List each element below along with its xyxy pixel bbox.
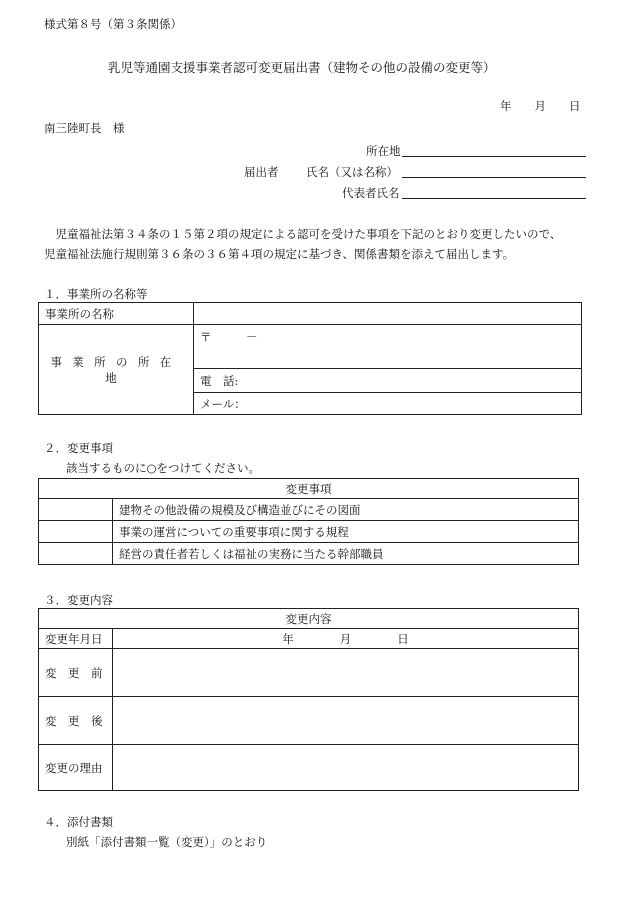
after-cell[interactable] bbox=[113, 697, 579, 745]
change-content-table bbox=[38, 608, 579, 791]
form-number: 様式第８号（第３条関係） bbox=[44, 17, 182, 31]
change-content-header: 変更内容 bbox=[39, 609, 579, 629]
change-item-1: 建物その他設備の規模及び構造並びにその図面 bbox=[113, 499, 579, 521]
change-item-2: 事業の運営についての重要事項に関する規程 bbox=[113, 521, 579, 543]
phone-cell[interactable]: 電 話: bbox=[194, 369, 582, 393]
reason-cell[interactable] bbox=[113, 745, 579, 791]
before-cell[interactable] bbox=[113, 649, 579, 697]
email-cell[interactable]: メール： bbox=[194, 393, 582, 415]
name-label: 氏名（又は名称） bbox=[306, 165, 398, 179]
date-line: 年 月 日 bbox=[500, 99, 581, 113]
facility-table bbox=[38, 302, 582, 415]
change-date-label: 変更年月日 bbox=[39, 629, 113, 649]
representative-field[interactable] bbox=[402, 198, 586, 199]
applicant-label: 届出者 bbox=[244, 165, 279, 179]
representative-label: 代表者氏名 bbox=[342, 186, 400, 200]
change-items-table bbox=[38, 478, 579, 565]
change-item-mark-1[interactable] bbox=[39, 499, 113, 521]
change-item-mark-2[interactable] bbox=[39, 521, 113, 543]
section3-heading: ３．変更内容 bbox=[44, 593, 113, 607]
location-field[interactable] bbox=[402, 156, 586, 157]
section4-text: 別紙「添付書類一覧（変更）」のとおり bbox=[66, 835, 268, 849]
facility-address-label: 事業所の所在地 bbox=[39, 325, 194, 415]
name-field[interactable] bbox=[402, 177, 586, 178]
change-items-header: 変更事項 bbox=[39, 479, 579, 499]
section4-heading: ４．添付書類 bbox=[44, 815, 113, 829]
before-label: 変 更 前 bbox=[39, 649, 113, 697]
postal-cell[interactable]: 〒 － bbox=[194, 325, 582, 369]
change-item-mark-3[interactable] bbox=[39, 543, 113, 565]
section2-instruction: 該当するものに○をつけてください。 bbox=[66, 461, 261, 475]
section1-heading: １．事業所の名称等 bbox=[44, 287, 148, 301]
location-label: 所在地 bbox=[366, 144, 401, 158]
change-date-value[interactable]: 年 月 日 bbox=[113, 629, 579, 649]
document-title: 乳児等通園支援事業者認可変更届出書（建物その他の設備の変更等） bbox=[108, 60, 496, 75]
facility-name-cell[interactable] bbox=[194, 303, 582, 325]
facility-name-label: 事業所の名称 bbox=[39, 303, 194, 325]
addressee: 南三陸町長 様 bbox=[44, 121, 125, 135]
section2-heading: ２．変更事項 bbox=[44, 441, 113, 455]
body-text-line-2: 児童福祉法施行規則第３６条の３６第４項の規定に基づき、関係書類を添えて届出します。 bbox=[44, 247, 515, 261]
change-item-3: 経営の責任者若しくは福祉の実務に当たる幹部職員 bbox=[113, 543, 579, 565]
body-text-line-1: 児童福祉法第３４条の１５第２項の規定による認可を受けた事項を下記のとおり変更したいので、 bbox=[44, 227, 562, 241]
after-label: 変 更 後 bbox=[39, 697, 113, 745]
reason-label: 変更の理由 bbox=[39, 745, 113, 791]
